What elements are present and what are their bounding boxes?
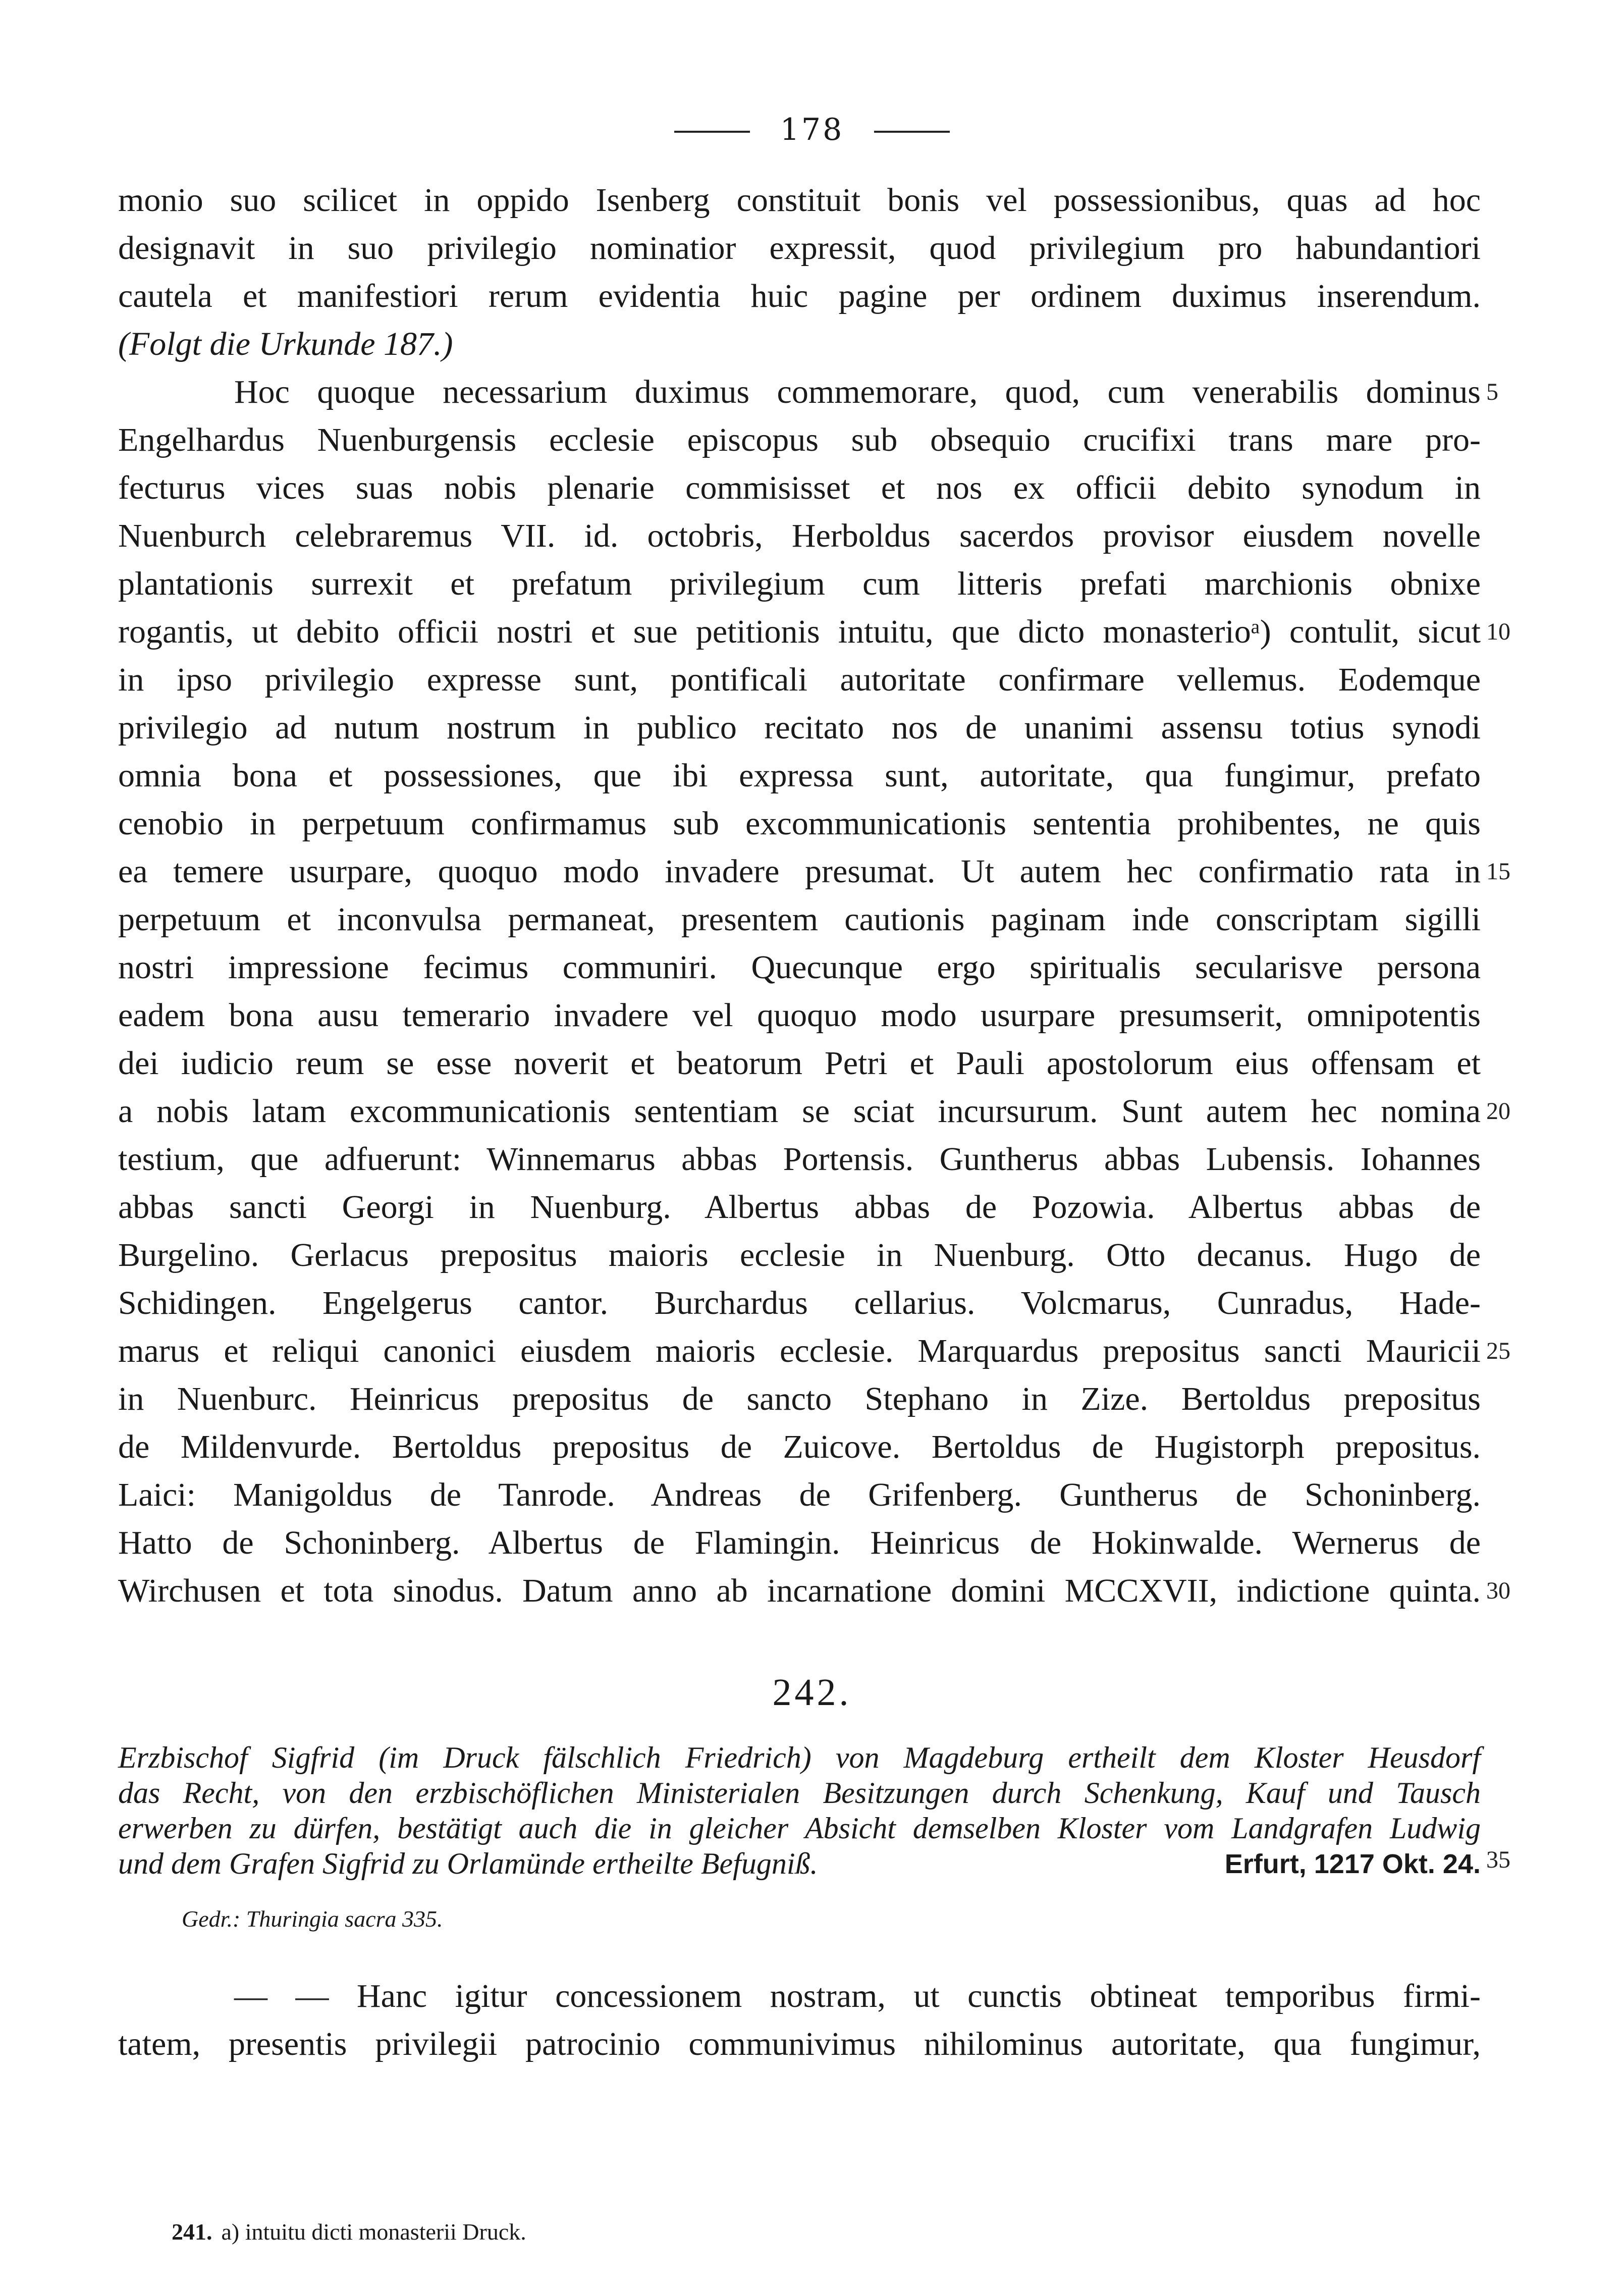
line-number: 5 xyxy=(1486,379,1498,405)
dateline: Erfurt, 1217 Okt. 24. xyxy=(1224,1849,1481,1879)
footnote-text: a) intuitu dicti monasterii Druck. xyxy=(221,2219,526,2245)
body-line: nostri impressione fecimus communiri. Quecunque ergo spiritualis secularisve persona xyxy=(118,949,1481,986)
line-number: 30 xyxy=(1486,1577,1510,1604)
body-line: privilegio ad nutum nostrum in publico recitato nos de unanimi assensu totius synodi xyxy=(118,709,1481,746)
body-line: Hatto de Schoninberg. Albertus de Flamingin. Heinricus de Hokinwalde. Wernerus de xyxy=(118,1524,1481,1561)
body-line: ea temere usurpare, quoquo modo invadere presumat. Ut autem hec confirmatio rata in xyxy=(118,853,1481,890)
body-line: fecturus vices suas nobis plenarie commisisset et nos ex officii debito synodum in xyxy=(118,469,1481,506)
body-line: a nobis latam excommunicationis sententiam se sciat incursurum. Sunt autem hec nomina xyxy=(118,1093,1481,1130)
header-rule-right xyxy=(874,131,950,133)
body-line: Wirchusen et tota sinodus. Datum anno ab incarnatione domini MCCXVII, indictione quinta. xyxy=(118,1572,1481,1609)
body-line: abbas sancti Georgi in Nuenburg. Albertus abbas de Pozowia. Albertus abbas de xyxy=(118,1189,1481,1226)
edition-note: Gedr.: Thuringia sacra 335. xyxy=(182,1906,443,1932)
body-line: tatem, presentis privilegii patrocinio communivimus nihilominus autoritate, qua fungimur, xyxy=(118,2026,1481,2062)
body-line: cautela et manifestiori rerum evidentia huic pagine per ordinem duximus inserendum. xyxy=(118,278,1481,314)
body-line: in ipso privilegio expresse sunt, pontificali autoritate confirmare vellemus. Eodemque xyxy=(118,661,1481,698)
body-line: Hoc quoque necessarium duximus commemorare, quod, cum venerabilis dominus xyxy=(234,374,1481,410)
line-number: 15 xyxy=(1486,858,1510,885)
regest-line: Erzbischof Sigfrid (im Druck fälschlich Friedrich) von Magdeburg ertheilt dem Kloster Heusdorf xyxy=(118,1741,1481,1774)
header-rule-left xyxy=(674,131,750,133)
page-header xyxy=(0,107,1624,152)
body-line: Nuenburch celebraremus VII. id. octobris, Herboldus sacerdos provisor eiusdem novelle xyxy=(118,517,1481,554)
footnote-ref: 241. xyxy=(172,2219,212,2245)
body-line: monio suo scilicet in oppido Isenberg constituit bonis vel possessionibus, quas ad hoc xyxy=(118,182,1481,219)
line-number: 10 xyxy=(1486,618,1510,645)
body-line: eadem bona ausu temerario invadere vel quoquo modo usurpare presumserit, omnipotentis xyxy=(118,997,1481,1034)
body-line: Engelhardus Nuenburgensis ecclesie episcopus sub obsequio crucifixi trans mare pro- xyxy=(118,421,1481,458)
body-line: — — Hanc igitur concessionem nostram, ut cunctis obtineat temporibus firmi- xyxy=(234,1978,1481,2014)
document-number: 242. xyxy=(772,1671,852,1714)
line-number: 35 xyxy=(1486,1846,1510,1873)
footnote xyxy=(172,2218,526,2245)
body-line: Schidingen. Engelgerus cantor. Burchardus cellarius. Volcmarus, Cunradus, Hade- xyxy=(118,1285,1481,1321)
line-number: 20 xyxy=(1486,1098,1510,1125)
body-line: Laici: Manigoldus de Tanrode. Andreas de Grifenberg. Guntherus de Schoninberg. xyxy=(118,1476,1481,1513)
body-line: plantationis surrexit et prefatum privilegium cum litteris prefati marchionis obnixe xyxy=(118,565,1481,602)
body-line: dei iudicio reum se esse noverit et beatorum Petri et Pauli apostolorum eius offensam et xyxy=(118,1045,1481,1082)
regest-line: erwerben zu dürfen, bestätigt auch die in gleicher Absicht demselben Kloster vom Landgrafen Ludwig xyxy=(118,1812,1481,1845)
regest-line: und dem Grafen Sigfrid zu Orlamünde ertheilte Befugniß. xyxy=(118,1847,818,1880)
body-line: designavit in suo privilegio nominatior expressit, quod privilegium pro habundantiori xyxy=(118,230,1481,267)
body-line: rogantis, ut debito officii nostri et sue petitionis intuitu, que dicto monasterioᵃ) contulit, sicut xyxy=(118,613,1481,650)
line-number: 25 xyxy=(1486,1338,1510,1364)
regest-line: das Recht, von den erzbischöflichen Ministerialen Besitzungen durch Schenkung, Kauf und Tausch xyxy=(118,1776,1481,1810)
body-line: Burgelino. Gerlacus prepositus maioris ecclesie in Nuenburg. Otto decanus. Hugo de xyxy=(118,1237,1481,1273)
body-line: marus et reliqui canonici eiusdem maioris ecclesie. Marquardus prepositus sancti Mauricii xyxy=(118,1333,1481,1369)
body-line: cenobio in perpetuum confirmamus sub excommunicationis sententia prohibentes, ne quis xyxy=(118,805,1481,842)
body-line: perpetuum et inconvulsa permaneat, presentem cautionis paginam inde conscriptam sigilli xyxy=(118,901,1481,938)
body-line: in Nuenburc. Heinricus prepositus de sancto Stephano in Zize. Bertoldus prepositus xyxy=(118,1380,1481,1417)
body-line: de Mildenvurde. Bertoldus prepositus de Zuicove. Bertoldus de Hugistorph prepositus. xyxy=(118,1428,1481,1465)
body-line: (Folgt die Urkunde 187.) xyxy=(118,326,453,362)
body-line: testium, que adfuerunt: Winnemarus abbas Portensis. Guntherus abbas Lubensis. Iohannes xyxy=(118,1141,1481,1178)
body-line: omnia bona et possessiones, que ibi expressa sunt, autoritate, qua fungimur, prefato xyxy=(118,757,1481,794)
page-number: 178 xyxy=(780,112,844,147)
